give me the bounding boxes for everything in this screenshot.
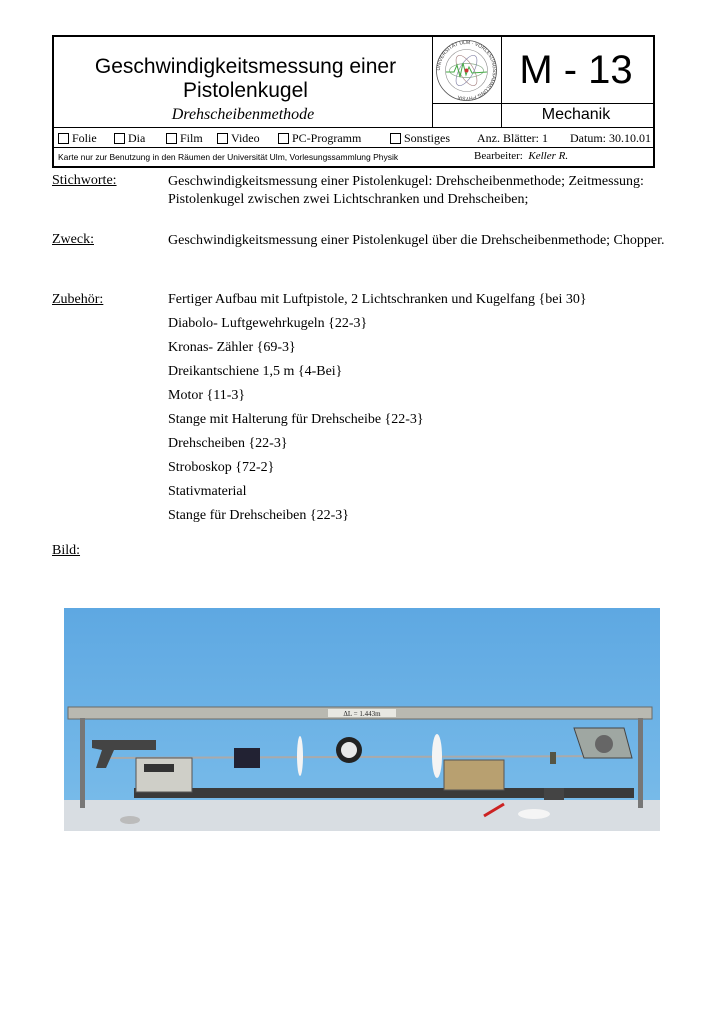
list-item: Motor {11-3} <box>168 388 246 403</box>
list-item: Fertiger Aufbau mit Luftpistole, 2 Lichtschranken und Kugelfang {bei 30} <box>168 292 587 307</box>
checkbox-pc-programm[interactable]: PC-Programm <box>278 131 361 146</box>
list-item: Diabolo- Luftgewehrkugeln {22-3} <box>168 316 368 331</box>
list-item: Dreikantschiene 1,5 m {4-Bei} <box>168 364 343 379</box>
list-item: Stange mit Halterung für Drehscheibe {22-3} <box>168 412 424 427</box>
list-item: Stange für Drehscheiben {22-3} <box>168 508 349 523</box>
university-seal-icon <box>432 37 501 104</box>
date: Datum: 30.10.01 <box>570 131 651 145</box>
checkbox-video[interactable]: Video <box>217 131 260 146</box>
header-frame <box>52 35 655 168</box>
list-item: Drehscheiben {22-3} <box>168 436 288 451</box>
list-item: Stativmaterial <box>168 484 247 499</box>
checkbox-sonstiges[interactable]: Sonstiges <box>390 131 450 146</box>
setup-photo <box>64 608 660 831</box>
page-title: Geschwindigkeitsmessung einer Pistolenkugel <box>94 55 397 102</box>
stichworte-label: Stichworte: <box>52 173 117 188</box>
seal-text: UNIVERSITÄT ULM · VORLESUNGSSAMMLUNG PHYSIK <box>435 39 498 102</box>
bild-label: Bild: <box>52 543 81 558</box>
list-item: Kronas- Zähler {69-3} <box>168 340 296 355</box>
list-item: Stroboskop {72-2} <box>168 460 275 475</box>
notice-row <box>54 149 653 165</box>
document-code: M - 13 <box>519 48 633 92</box>
photo-caption: ΔL = 1.443m <box>343 710 381 718</box>
topic-label: Mechanik <box>541 106 611 123</box>
checkbox-dia[interactable]: Dia <box>114 131 145 146</box>
page-subtitle: Drehscheibenmethode <box>171 106 315 123</box>
editor: Bearbeiter: Keller R. <box>474 150 569 162</box>
zubehoer-label: Zubehör: <box>52 292 104 307</box>
usage-notice: Karte nur zur Benutzung in den Räumen der Universität Ulm, Vorlesungssammlung Physik <box>58 152 399 162</box>
zweck-text: Geschwindigkeitsmessung einer Pistolenkugel über die Drehscheibenmethode; Chopper. <box>168 233 665 248</box>
checkbox-film[interactable]: Film <box>166 131 203 146</box>
stichworte-text: Geschwindigkeitsmessung einer Pistolenkugel: Drehscheibenmethode; Zeitmessung: Pistolenkugel zwischen zwei Lichtschranken und Drehscheiben; <box>168 174 644 207</box>
media-row <box>54 129 653 147</box>
checkbox-folie[interactable]: Folie <box>58 131 97 146</box>
sheet-count: Anz. Blätter: 1 <box>477 131 548 145</box>
zweck-label: Zweck: <box>52 232 94 247</box>
